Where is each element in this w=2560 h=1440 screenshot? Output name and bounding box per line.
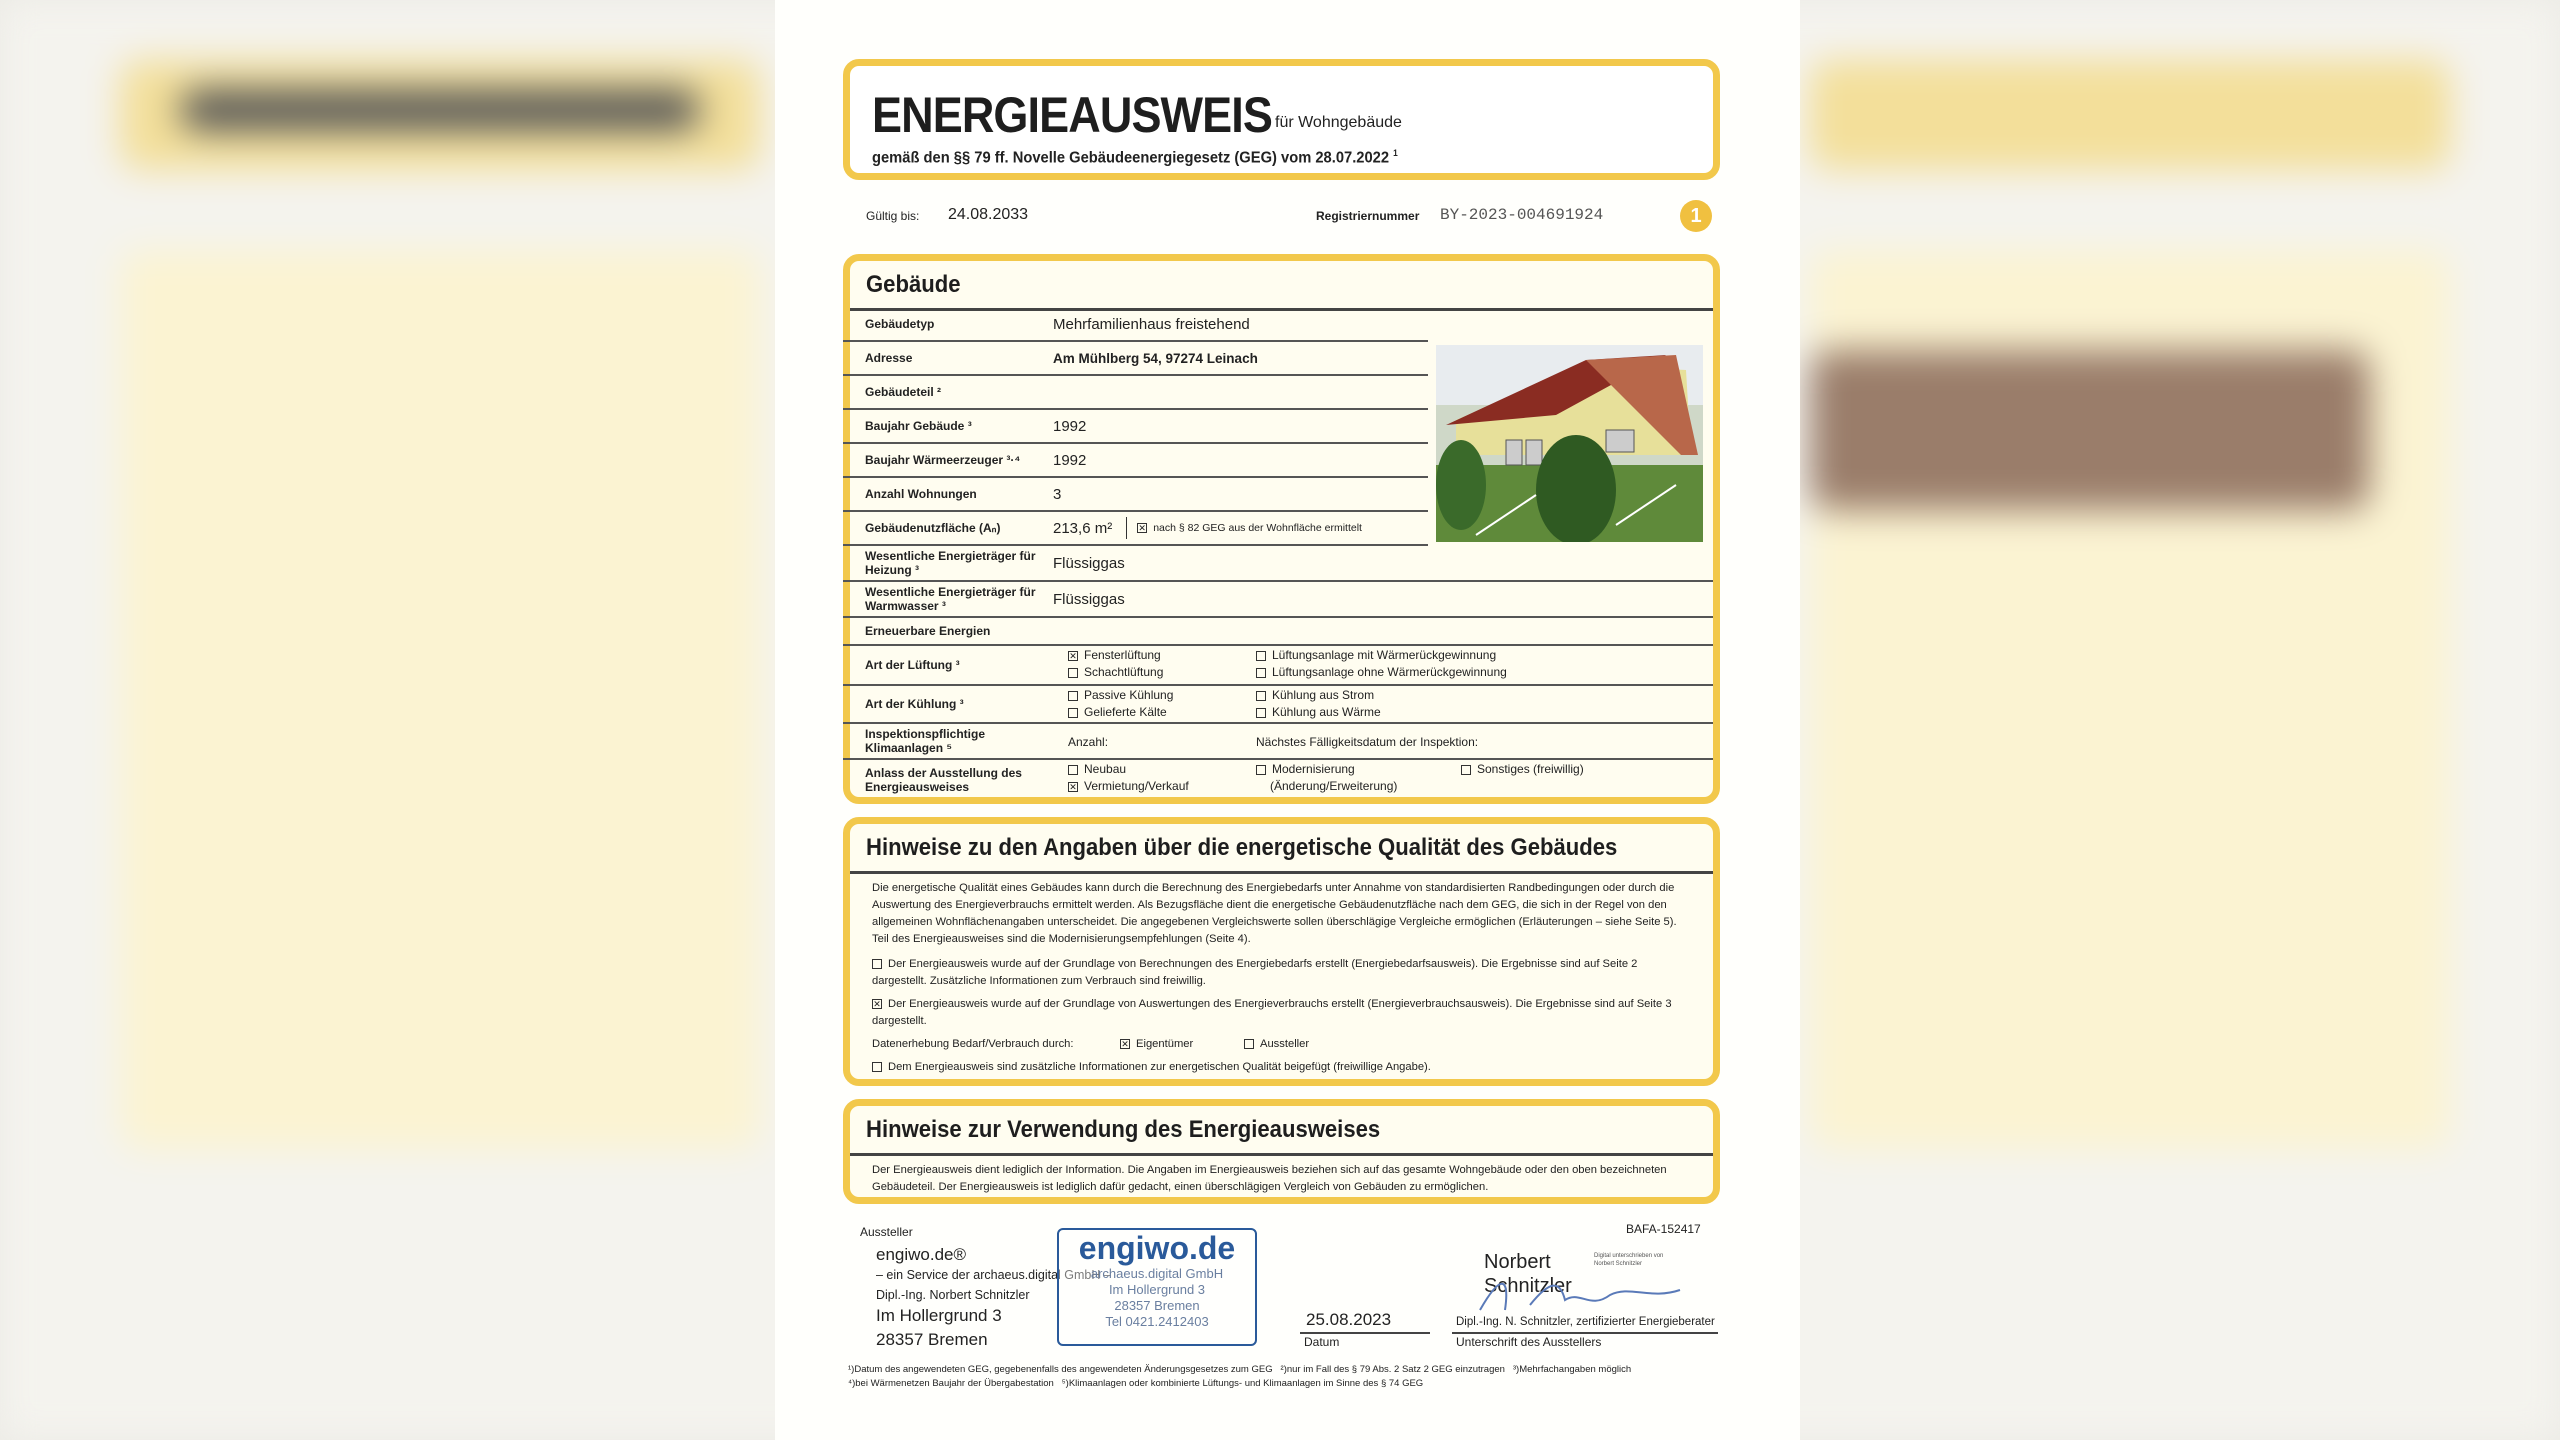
document-subtitle: für Wohngebäude <box>1275 114 1402 131</box>
row-value: 3 <box>1053 485 1062 503</box>
checkbox-unchecked[interactable] <box>872 1062 882 1072</box>
row-value: 213,6 m² <box>1053 519 1113 537</box>
checkbox-unchecked[interactable] <box>1256 651 1266 661</box>
building-row <box>843 410 1428 444</box>
header-box <box>843 59 1720 180</box>
row-label: Wesentliche Energieträger für Warmwasser ³ <box>865 585 1036 613</box>
checkbox-checked[interactable]: ✕ <box>873 999 881 1010</box>
row-value: Am Mühlberg 54, 97274 Leinach <box>1053 350 1258 366</box>
building-row <box>843 342 1428 376</box>
valid-date: 24.08.2033 <box>948 206 1029 223</box>
checkbox-checked[interactable]: ✕ <box>1121 1039 1129 1050</box>
quality-notes-title: Hinweise zu den Angaben über die energetische Qualität des Gebäudes <box>866 834 1618 861</box>
building-row <box>843 618 1713 646</box>
row-label: Art der Kühlung ³ <box>865 697 964 711</box>
row-value: 1992 <box>1053 451 1087 469</box>
signer-title: Dipl.-Ing. N. Schnitzler, zertifizierter Energieberater <box>1456 1316 1715 1328</box>
checkbox-checked[interactable]: ✕ <box>1069 650 1077 661</box>
bafa-number: BAFA-152417 <box>1626 1222 1701 1236</box>
quality-notes-section <box>843 817 1720 1086</box>
issuer-city: 28357 Bremen <box>876 1330 988 1349</box>
checkbox-unchecked[interactable] <box>1256 691 1266 701</box>
building-row <box>843 546 1713 582</box>
building-row <box>843 512 1428 546</box>
date-label: Datum <box>1304 1335 1340 1349</box>
inspection-date: Nächstes Fälligkeitsdatum der Inspektion: <box>1256 735 1479 749</box>
building-row <box>843 376 1428 410</box>
verbrauch-option[interactable]: ✕ Der Energieausweis wurde auf der Grundlage von Auswertungen des Energieverbrauchs erstellt (Energieverbrauchsausweis). Die Ergebnisse sind auf Seite 3 dargestellt. <box>872 998 1672 1027</box>
digital-signature-note: Digital unterschrieben von Norbert Schnitzler <box>1594 1253 1664 1267</box>
document-title: ENERGIEAUSWEIS <box>872 87 1272 143</box>
building-row <box>843 478 1428 512</box>
signature-name: Norbert Schnitzler <box>1484 1251 1572 1297</box>
issuer-person: Dipl.-Ing. Norbert Schnitzler <box>876 1288 1030 1302</box>
checkbox-unchecked[interactable] <box>1068 691 1078 701</box>
issuer-name: engiwo.de® <box>876 1245 967 1264</box>
handwritten-signature <box>1470 1270 1690 1320</box>
row-label: Baujahr Gebäude ³ <box>865 419 972 433</box>
checkbox-unchecked[interactable] <box>1068 668 1078 678</box>
option-kuehlung[interactable]: Gelieferte Kälte <box>1068 705 1167 719</box>
lueftung-row <box>843 646 1713 686</box>
inspektion-row <box>843 724 1713 760</box>
option-anlass[interactable]: (Änderung/Erweiterung) <box>1270 779 1398 793</box>
footnotes-line-2: ⁴)bei Wärmenetzen Baujahr der Übergabestation ⁵)Klimaanlagen oder kombinierte Lüftungs- und Klimaanlagen im Sinne des § 74 GEG <box>848 1378 1424 1389</box>
checkbox-unchecked[interactable] <box>1256 765 1266 775</box>
bedarf-option[interactable]: Der Energieausweis wurde auf der Grundlage von Berechnungen des Energiebedarfs erstellt (Energiebedarfsausweis). Die Ergebnisse sind auf Seite 2 dargestellt. Zusätzliche Informationen zum Verbrauch sind freiwillig. <box>872 958 1638 987</box>
checkbox-unchecked[interactable] <box>1068 765 1078 775</box>
option-kuehlung[interactable]: Kühlung aus Strom <box>1256 688 1374 702</box>
row-label: Anzahl Wohnungen <box>865 487 977 501</box>
anlass-row <box>843 760 1713 800</box>
checkbox-checked[interactable]: ✕ <box>1138 523 1146 533</box>
issuer-street: Im Hollergrund 3 <box>876 1306 1002 1325</box>
building-row <box>843 308 1428 342</box>
kuehlung-row <box>843 686 1713 724</box>
row-label: Gebäudenutzfläche (Aₙ) <box>865 521 1001 535</box>
checkbox-unchecked[interactable] <box>1461 765 1471 775</box>
law-reference: gemäß den §§ 79 ff. Novelle Gebäudeenergiegesetz (GEG) vom 28.07.2022 $^1$ <box>872 148 1398 167</box>
valid-label: Gültig bis: <box>866 209 920 223</box>
row-label: Erneuerbare Energien <box>865 624 991 638</box>
option-anlass[interactable]: Neubau <box>1068 762 1126 776</box>
page-number-badge: 1 <box>1680 200 1712 232</box>
additional-info-option[interactable]: Dem Energieausweis sind zusätzliche Informationen zur energetischen Qualität beigefügt (freiwillige Angabe). <box>872 1059 1693 1076</box>
registration-number: BY-2023-004691924 <box>1440 206 1604 224</box>
building-row <box>843 582 1713 618</box>
checkbox-checked[interactable]: ✕ <box>1069 781 1077 792</box>
registration-label: Registriernummer <box>1316 209 1420 223</box>
row-label: Gebäudeteil ² <box>865 385 942 399</box>
usage-notes-text: Der Energieausweis dient lediglich der Information. Die Angaben im Energieausweis beziehen sich auf das gesamte Wohngebäude oder den oben bezeichneten Gebäudeteil. Der Energieausweis ist lediglich dafür gedacht, einen überschlägigen Vergleich von Gebäuden zu ermöglichen. <box>872 1164 1667 1193</box>
row-value: Flüssiggas <box>1053 590 1125 608</box>
footnotes-line-1: ¹)Datum des angewendeten GEG, gegebenenfalls des angewendeten Änderungsgesetzes zum GEG ²)nur im Fall des § 79 Abs. 2 Satz 2 GEG einzutragen ³)Mehrfachangaben möglich <box>848 1364 1632 1375</box>
quality-intro: Die energetische Qualität eines Gebäudes kann durch die Berechnung des Energiebedarfs unter Annahme von standardisierten Randbedingungen oder durch die Auswertung des Energieverbrauchs ermittelt werden. Als Bezugsfläche dient die energetische Gebäudenutzfläche nach dem GEG, die sich in der Regel von den allgemeinen Wohnflächenangaben unterscheidet. Die angegebenen Vergleichswerte sollen überschlägige Vergleiche ermöglichen (Erläuterungen – siehe Seite 5). Teil des Energieausweises sind die Modernisierungsempfehlungen (Seite 4). <box>872 882 1677 945</box>
checkbox-unchecked[interactable] <box>1256 708 1266 718</box>
row-label: Gebäudetyp <box>865 317 935 331</box>
row-value: Flüssiggas <box>1053 554 1125 572</box>
option-lueftung[interactable]: Lüftungsanlage mit Wärmerückgewinnung <box>1256 648 1496 662</box>
data-collection-row: Datenerhebung Bedarf/Verbrauch durch: ✕ Eigentümer Aussteller <box>872 1038 1310 1050</box>
option-lueftung[interactable]: ✕ Fensterlüftung <box>1069 648 1161 662</box>
inspection-count: Anzahl: <box>1068 735 1109 749</box>
issuer-service: – ein Service der archaeus.digital GmbH – <box>876 1268 1111 1282</box>
usage-notes-title: Hinweise zur Verwendung des Energieausweises <box>866 1116 1381 1143</box>
option-lueftung[interactable]: Lüftungsanlage ohne Wärmerückgewinnung <box>1256 665 1507 679</box>
issue-date: 25.08.2023 <box>1306 1310 1392 1329</box>
row-label: Adresse <box>865 351 913 365</box>
usage-notes-section <box>843 1099 1720 1204</box>
checkbox-unchecked[interactable] <box>872 959 882 969</box>
checkbox-unchecked[interactable] <box>1068 708 1078 718</box>
row-label: Baujahr Wärmeerzeuger ³·⁴ <box>865 453 1021 467</box>
option-kuehlung[interactable]: Passive Kühlung <box>1068 688 1173 702</box>
row-value: 1992 <box>1053 417 1087 435</box>
row-label: Wesentliche Energieträger für Heizung ³ <box>865 549 1036 577</box>
option-anlass[interactable]: Modernisierung <box>1256 762 1355 776</box>
building-section-title: Gebäude <box>866 271 961 298</box>
area-note: ✕ nach § 82 GEG aus der Wohnfläche ermittelt <box>1126 517 1362 539</box>
checkbox-unchecked[interactable] <box>1256 668 1266 678</box>
row-value: Mehrfamilienhaus freistehend <box>1053 315 1250 333</box>
company-stamp: engiwo.de archaeus.digital GmbH Im Hollergrund 3 28357 Bremen Tel 0421.2412403 <box>1057 1228 1257 1346</box>
signature-label: Unterschrift des Ausstellers <box>1456 1335 1602 1349</box>
building-photo <box>1436 345 1703 542</box>
option-anlass[interactable]: ✕ Vermietung/Verkauf <box>1069 779 1189 793</box>
option-kuehlung[interactable]: Kühlung aus Wärme <box>1256 705 1381 719</box>
row-label: Inspektionspflichtige Klimaanlagen ⁵ <box>865 727 986 755</box>
option-anlass[interactable]: Sonstiges (freiwillig) <box>1461 762 1584 776</box>
checkbox-unchecked[interactable] <box>1244 1039 1254 1049</box>
row-label: Art der Lüftung ³ <box>865 658 960 672</box>
building-row <box>843 444 1428 478</box>
issuer-label: Aussteller <box>860 1225 913 1239</box>
row-label: Anlass der Ausstellung des Energieausweises <box>865 766 1022 794</box>
option-lueftung[interactable]: Schachtlüftung <box>1068 665 1163 679</box>
